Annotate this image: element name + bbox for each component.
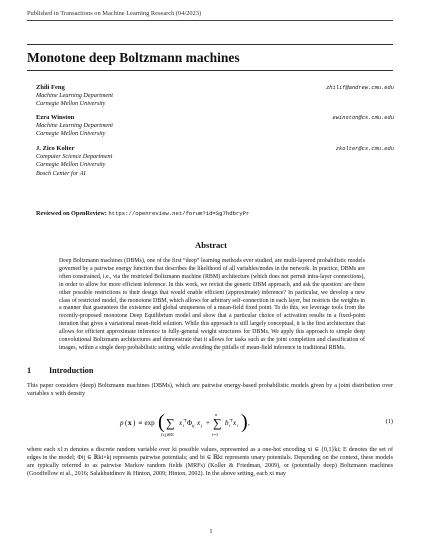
abstract-text: Deep Boltzmann machines (DBMs), one of the first “deep” learning methods ever studied, are multi-layered probabilistic models governed by a pairwise energy function that describes the likelihood of all variables/nodes in the network. In practice, DBMs are often constrained, i.e., via the restricted Boltzmann machine (RBM) architecture (which does not permit intra-layer connections), in order to allow for more efficient inference. In this work, we revisit the generic DBM approach, and ask the question: are there other possible restrictions to their design that would enable efficient (approximate) inference? In particular, we develop a new class of restricted model, the monotone DBM, which allows for arbitrary self-connection in each layer, but restricts the weights in a manner that guarantees the existence and global uniqueness of a mean-field fixed point. To do this, we leverage tools from the recently-proposed monotone Deep Equilibrium model and show that a particular choice of activation results in a fixed-point iteration that gives a variational mean-field solution. While this approach is still largely conceptual, it is the first architecture that allows for efficient approximate inference in fully-general weight structures for DBMs. We apply this approach to simple deep convolutional Boltzmann architectures and demonstrate that it allows for tasks such as the joint completion and classification of images, within a single deep probabilistic setting, while avoiding the pitfalls of mean-field inference in traditional RBMs. xyxy=(59,258,365,351)
author-block xyxy=(36,114,394,139)
running-head: Published in Transactions on Machine Learning Research (04/2023) xyxy=(27,10,393,21)
svg-text:x: x xyxy=(128,419,132,427)
svg-text:⊤: ⊤ xyxy=(229,418,234,423)
review-url-link[interactable]: https://openreview.net/forum?id=Sg7hdbryPr xyxy=(108,210,250,217)
svg-text:i=1: i=1 xyxy=(212,432,219,437)
author-email[interactable]: zhilif@andrew.cmu.edu xyxy=(326,85,394,91)
title-bottom-rule xyxy=(27,70,393,71)
svg-text:,: , xyxy=(248,419,250,427)
section-number: 1 xyxy=(27,366,32,375)
author-email[interactable]: zkolter@cs.cmu.edu xyxy=(335,146,394,152)
intro-paragraph: This paper considers (deep) Boltzmann machines (DBMs), which are pairwise energy-based probabilistic models given by a joint distribution over variables x with density xyxy=(27,383,393,397)
svg-text:i: i xyxy=(229,423,231,428)
svg-text:x: x xyxy=(197,419,201,427)
section-title: Introduction xyxy=(49,366,94,375)
author-affiliation: Carnegie Mellon University xyxy=(36,100,106,108)
paper-title: Monotone deep Boltzmann machines xyxy=(27,50,240,65)
author-name: Ezra Winston xyxy=(36,114,75,121)
author-name: Zhili Feng xyxy=(36,84,65,91)
equation-number: (1) xyxy=(385,418,393,425)
author-affiliation: Computer Science Department xyxy=(36,153,113,161)
equation-graphic xyxy=(27,405,393,439)
svg-text:∑: ∑ xyxy=(166,416,175,430)
svg-text:ij: ij xyxy=(192,423,195,428)
svg-text:x: x xyxy=(179,419,183,427)
svg-text:(: ( xyxy=(158,411,165,433)
svg-text:n: n xyxy=(215,412,218,417)
author-block xyxy=(36,145,394,178)
author-email[interactable]: ewinston@cs.cmu.edu xyxy=(332,115,394,121)
svg-text:∝ exp: ∝ exp xyxy=(138,419,155,427)
page-number: 1 xyxy=(209,528,213,535)
svg-text:j: j xyxy=(201,423,203,428)
svg-text:Φ: Φ xyxy=(187,419,193,427)
svg-text:p: p xyxy=(120,419,124,427)
svg-text:(i,j)∈E: (i,j)∈E xyxy=(161,432,174,437)
svg-text:(: ( xyxy=(125,419,128,427)
title-top-rule xyxy=(27,44,393,45)
intro-paragraph: where each x1:n denotes a discrete random variable over ki possible values, represented as a one-hot encoding xi ∈ {0,1}ki; E denotes the set of edges in the model; Φij ∈ ℝki×kj represents pairwise potentials; and bi ∈ ℝki represents unary potentials. Depending on the context, these models are typically referred to as pairwise Markov random fields (MRFs) (Koller & Friedman, 2009), or (potentially deep) Boltzmann machines (Goodfellow et al., 2016; Salakhutdinov & Hinton, 2009; Hinton, 2002). In the above setting, each xi may xyxy=(27,447,393,477)
author-name: J. Zico Kolter xyxy=(36,145,75,152)
author-affiliation: Carnegie Mellon University xyxy=(36,161,106,169)
svg-text:b: b xyxy=(225,419,229,427)
author-affiliation: Bosch Center for AI xyxy=(36,169,86,177)
review-label: Reviewed on OpenReview: xyxy=(36,210,107,217)
svg-text:i: i xyxy=(237,423,239,428)
svg-text:x: x xyxy=(233,419,237,427)
svg-text:): ) xyxy=(133,419,136,427)
svg-text:i: i xyxy=(183,423,185,428)
author-affiliation: Carnegie Mellon University xyxy=(36,130,106,138)
svg-text:): ) xyxy=(241,411,248,433)
equation-1 xyxy=(27,405,393,439)
author-affiliation: Machine Learning Department xyxy=(36,92,113,100)
author-block xyxy=(36,84,394,109)
abstract-heading: Abstract xyxy=(195,240,227,250)
section-heading xyxy=(27,366,93,375)
author-affiliation: Machine Learning Department xyxy=(36,122,113,130)
review-line xyxy=(36,210,249,217)
svg-text:+: + xyxy=(206,419,210,427)
svg-text:∑: ∑ xyxy=(213,416,222,430)
svg-text:⊤: ⊤ xyxy=(183,418,188,423)
